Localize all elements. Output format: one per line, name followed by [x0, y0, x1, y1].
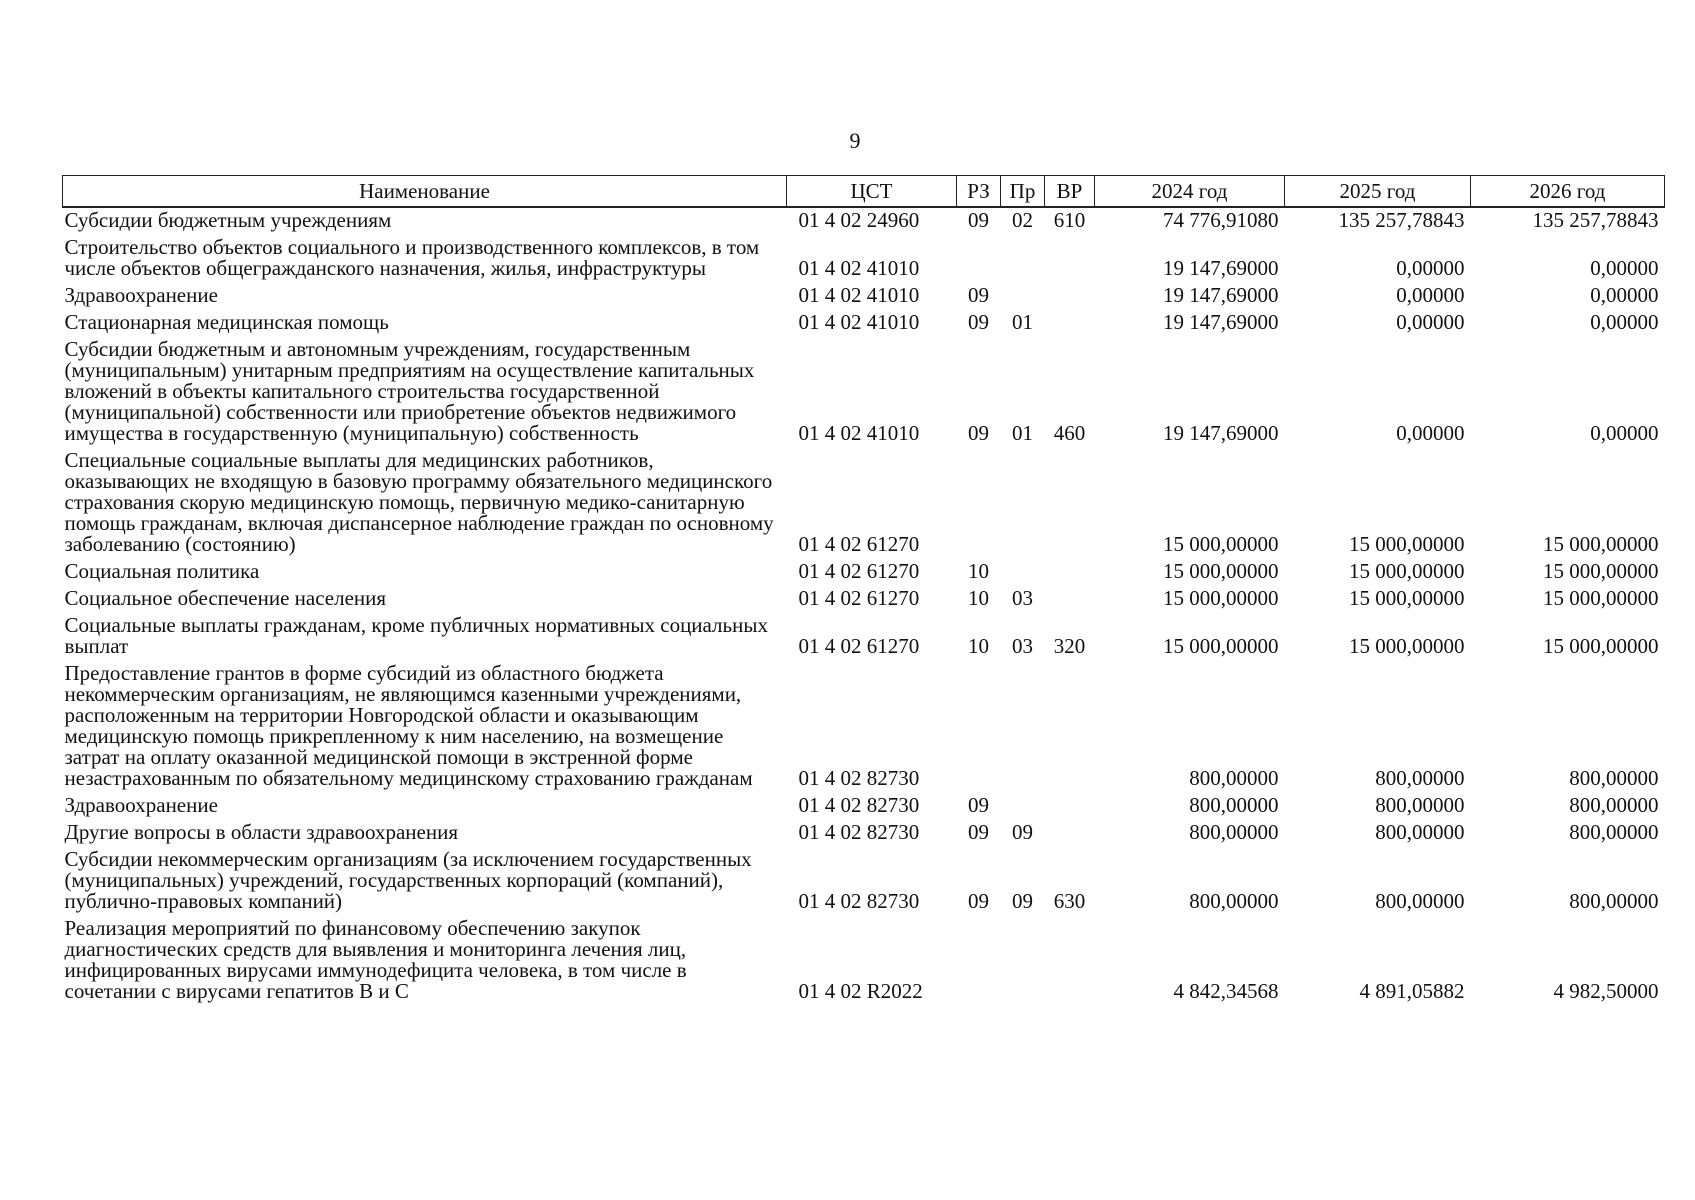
header-cst: ЦСТ	[787, 176, 957, 208]
table-row	[63, 559, 1665, 586]
cell-2024: 15 000,00000	[1163, 634, 1279, 658]
cell-2026: 15 000,00000	[1543, 532, 1659, 556]
cell-name: Специальные социальные выплаты для медицинских работников, оказывающих не входящую в базовую программу обязательного медицинского страхования скорую медицинскую помощь, первичную медико-санитарную помощь гражданам, включая диспансерное наблюдение граждан по основному заболеванию (состоянию)	[64, 448, 774, 556]
cell-2024: 19 147,69000	[1163, 256, 1279, 280]
cell-2024: 15 000,00000	[1163, 559, 1279, 583]
table-row	[63, 207, 1665, 235]
cell-2024: 19 147,69000	[1163, 283, 1279, 307]
cell-2026: 800,00000	[1569, 766, 1659, 790]
cell-2026: 15 000,00000	[1543, 559, 1659, 583]
cell-vr: 610	[1053, 208, 1086, 232]
cell-cst: 01 4 02 82730	[798, 889, 920, 913]
cell-cst: 01 4 02 82730	[798, 793, 920, 817]
cell-2026: 0,00000	[1590, 256, 1659, 280]
cell-cst: 01 4 02 41010	[798, 256, 920, 280]
cell-2026: 135 257,78843	[1532, 208, 1659, 232]
cell-name: Стационарная медицинская помощь	[64, 310, 389, 334]
cell-pr	[1001, 916, 1045, 1006]
cell-rz: 09	[968, 208, 989, 232]
cell-pr	[1001, 235, 1045, 283]
cell-vr: 630	[1053, 889, 1086, 913]
cell-pr: 01	[1012, 310, 1033, 334]
table-row	[63, 793, 1665, 820]
cell-name: Социальное обеспечение населения	[64, 586, 387, 610]
cell-rz	[957, 916, 1001, 1006]
cell-cst: 01 4 02 41010	[798, 421, 920, 445]
cell-2025: 0,00000	[1396, 421, 1465, 445]
cell-cst: 01 4 02 61270	[798, 559, 920, 583]
cell-name: Строительство объектов социального и производственного комплексов, в том числе объектов общегражданского назначения, жилья, инфраструктуры	[64, 235, 760, 280]
cell-vr	[1045, 661, 1095, 793]
cell-2025: 800,00000	[1375, 820, 1465, 844]
table-row	[63, 283, 1665, 310]
cell-cst: 01 4 02 41010	[798, 283, 920, 307]
cell-cst: 01 4 02 R2022	[798, 979, 923, 1003]
cell-vr	[1045, 793, 1095, 820]
budget-table	[62, 175, 1665, 1006]
table-row	[63, 586, 1665, 613]
cell-rz	[957, 661, 1001, 793]
cell-rz	[957, 448, 1001, 559]
cell-name: Предоставление грантов в форме субсидий из областного бюджета некоммерческим организациям, не являющимся казенными учреждениями, расположенным на территории Новгородской области и оказывающим медицинскую помощь прикрепленному к ним населению, на возмещение затрат на оплату оказанной медицинской помощи в экстренной форме незастрахованным по обязательному медицинскому страхованию гражданам	[64, 661, 753, 790]
cell-2026: 0,00000	[1590, 421, 1659, 445]
cell-name: Субсидии некоммерческим организациям (за исключением государственных (муниципальных) учреждений, государственных корпораций (компаний), публично-правовых компаний)	[64, 847, 752, 913]
cell-vr: 460	[1053, 421, 1086, 445]
cell-vr	[1045, 310, 1095, 337]
cell-vr	[1045, 235, 1095, 283]
cell-2025: 800,00000	[1375, 766, 1465, 790]
cell-name: Другие вопросы в области здравоохранения	[64, 820, 458, 844]
cell-name: Субсидии бюджетным и автономным учреждениям, государственным (муниципальным) унитарным предприятиям на осуществление капитальных вложений в объекты капитального строительства государственной (муниципальной) собственности или приобретение объектов недвижимого имущества в государственную (муниципальную) собственность	[64, 337, 755, 445]
cell-cst: 01 4 02 41010	[798, 310, 920, 334]
cell-2025: 800,00000	[1375, 793, 1465, 817]
cell-name: Здравоохранение	[64, 793, 218, 817]
cell-2025: 0,00000	[1396, 310, 1465, 334]
cell-name: Социальная политика	[64, 559, 260, 583]
cell-2024: 19 147,69000	[1163, 421, 1279, 445]
table-body	[63, 207, 1665, 1006]
cell-pr: 02	[1012, 208, 1033, 232]
cell-pr: 03	[1012, 586, 1033, 610]
cell-pr	[1001, 283, 1045, 310]
cell-2025: 15 000,00000	[1349, 586, 1465, 610]
cell-rz: 09	[968, 283, 989, 307]
cell-2024: 800,00000	[1189, 889, 1279, 913]
table-row	[63, 820, 1665, 847]
cell-vr	[1045, 916, 1095, 1006]
cell-2026: 800,00000	[1569, 889, 1659, 913]
cell-2024: 74 776,91080	[1163, 208, 1279, 232]
cell-pr: 01	[1012, 421, 1033, 445]
cell-name: Реализация мероприятий по финансовому обеспечению закупок диагностических средств для выявления и мониторинга лечения лиц, инфицированных вирусами иммунодефицита человека, в том числе в сочетании с вирусами гепатитов В и С	[64, 916, 687, 1003]
cell-vr	[1045, 448, 1095, 559]
cell-2024: 800,00000	[1189, 793, 1279, 817]
cell-rz: 09	[968, 793, 989, 817]
cell-2024: 19 147,69000	[1163, 310, 1279, 334]
cell-pr	[1001, 793, 1045, 820]
cell-rz: 10	[968, 634, 989, 658]
table-row	[63, 235, 1665, 283]
cell-pr: 09	[1012, 820, 1033, 844]
header-2026: 2026 год	[1471, 176, 1665, 208]
cell-2026: 4 982,50000	[1553, 979, 1659, 1003]
table-row	[63, 661, 1665, 793]
cell-vr	[1045, 586, 1095, 613]
cell-pr	[1001, 559, 1045, 586]
cell-2025: 0,00000	[1396, 256, 1465, 280]
cell-cst: 01 4 02 61270	[798, 634, 920, 658]
header-2025: 2025 год	[1285, 176, 1471, 208]
cell-pr: 09	[1012, 889, 1033, 913]
cell-cst: 01 4 02 24960	[798, 208, 920, 232]
cell-rz: 09	[968, 310, 989, 334]
cell-2026: 800,00000	[1569, 793, 1659, 817]
cell-2026: 0,00000	[1590, 283, 1659, 307]
table-row	[63, 337, 1665, 448]
header-pr: Пр	[1001, 176, 1045, 208]
cell-2025: 15 000,00000	[1349, 634, 1465, 658]
cell-name: Субсидии бюджетным учреждениям	[64, 208, 392, 232]
cell-2025: 15 000,00000	[1349, 559, 1465, 583]
cell-2026: 15 000,00000	[1543, 634, 1659, 658]
cell-2025: 135 257,78843	[1338, 208, 1465, 232]
cell-2025: 4 891,05882	[1359, 979, 1465, 1003]
cell-2024: 800,00000	[1189, 820, 1279, 844]
cell-pr: 03	[1012, 634, 1033, 658]
table-row	[63, 613, 1665, 661]
cell-2024: 4 842,34568	[1173, 979, 1279, 1003]
cell-pr	[1001, 661, 1045, 793]
cell-2024: 15 000,00000	[1163, 586, 1279, 610]
cell-2024: 15 000,00000	[1163, 532, 1279, 556]
cell-vr	[1045, 283, 1095, 310]
cell-rz: 10	[968, 586, 989, 610]
cell-2026: 800,00000	[1569, 820, 1659, 844]
cell-cst: 01 4 02 61270	[798, 586, 920, 610]
cell-2026: 0,00000	[1590, 310, 1659, 334]
cell-rz: 09	[968, 889, 989, 913]
table-row	[63, 847, 1665, 916]
header-rz: РЗ	[957, 176, 1001, 208]
table-row	[63, 310, 1665, 337]
cell-2026: 15 000,00000	[1543, 586, 1659, 610]
table-row	[63, 448, 1665, 559]
cell-rz: 10	[968, 559, 989, 583]
table-header-row	[63, 176, 1665, 208]
cell-name: Социальные выплаты гражданам, кроме публичных нормативных социальных выплат	[64, 613, 768, 658]
cell-cst: 01 4 02 82730	[798, 766, 920, 790]
cell-cst: 01 4 02 82730	[798, 820, 920, 844]
cell-2024: 800,00000	[1189, 766, 1279, 790]
cell-name: Здравоохранение	[64, 283, 218, 307]
cell-2025: 15 000,00000	[1349, 532, 1465, 556]
cell-vr	[1045, 820, 1095, 847]
cell-rz	[957, 235, 1001, 283]
cell-2025: 0,00000	[1396, 283, 1465, 307]
header-2024: 2024 год	[1095, 176, 1285, 208]
cell-vr: 320	[1053, 634, 1086, 658]
page-number: 9	[849, 128, 861, 153]
table-row	[63, 916, 1665, 1006]
header-vr: ВР	[1045, 176, 1095, 208]
cell-rz: 09	[968, 820, 989, 844]
cell-pr	[1001, 448, 1045, 559]
cell-vr	[1045, 559, 1095, 586]
cell-cst: 01 4 02 61270	[798, 532, 920, 556]
cell-2025: 800,00000	[1375, 889, 1465, 913]
header-name: Наименование	[63, 176, 787, 208]
cell-rz: 09	[968, 421, 989, 445]
